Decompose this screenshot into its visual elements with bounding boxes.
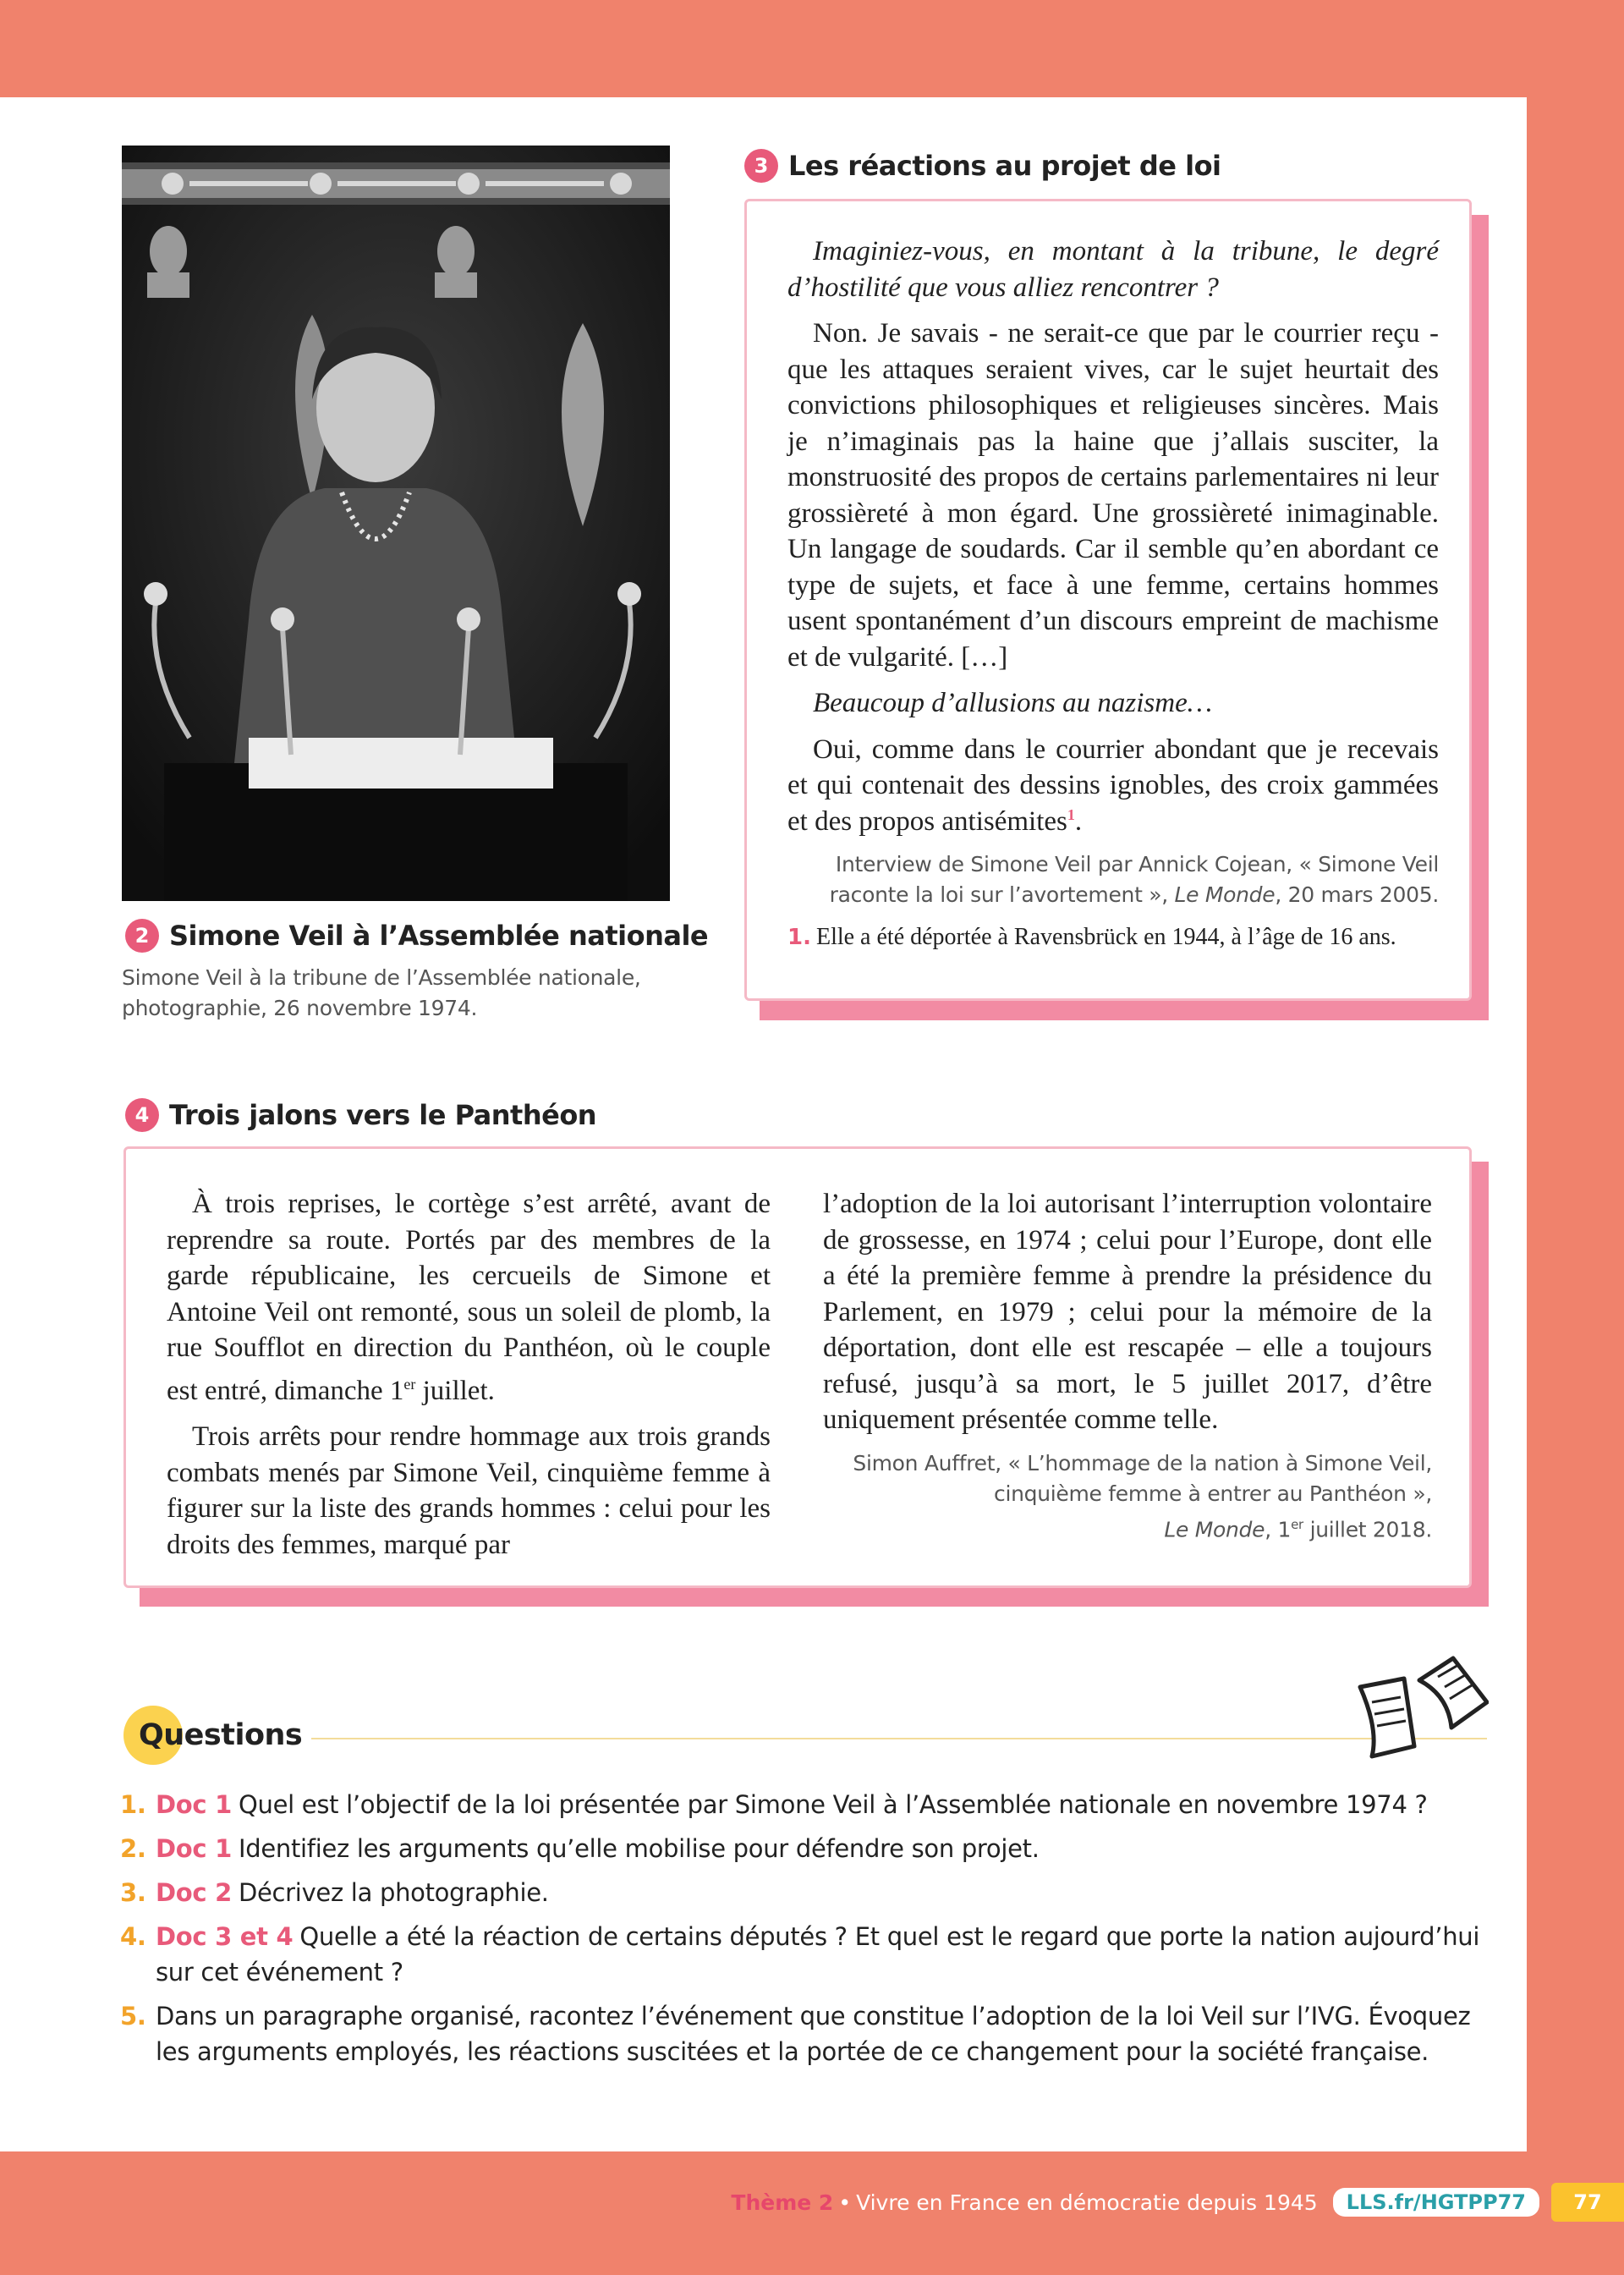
doc4-source-line3 bbox=[823, 1509, 1432, 1545]
footnote-number: 1. bbox=[787, 925, 811, 950]
questions-list bbox=[120, 1787, 1490, 2078]
doc4-p1-start: À trois reprises, le cortège s’est arrêté, avant de reprendre sa route. Portés par des membres de la garde républicaine, les cercueils de Simone et Antoine Veil ont remonté, sous un soleil de plomb, la rue Soufflot en direction du Panthéon, où le couple est entré, dimanche 1 bbox=[167, 1189, 771, 1406]
doc2-caption: Simone Veil à la tribune de l’Assemblée nationale, photographie, 26 novembre 1974. bbox=[122, 965, 641, 1020]
doc2-title: Simone Veil à l’Assemblée nationale bbox=[169, 920, 709, 952]
question-number: 1. bbox=[120, 1790, 146, 1819]
questions-heading bbox=[123, 1706, 1375, 1773]
doc3-interview bbox=[787, 234, 1439, 839]
question-number: 4. bbox=[120, 1922, 146, 1951]
question-doc-ref: Doc 1 bbox=[156, 1790, 232, 1819]
doc4-column-right bbox=[823, 1186, 1432, 1545]
doc4-title: Trois jalons vers le Panthéon bbox=[169, 1099, 597, 1131]
question-2 bbox=[120, 1831, 1490, 1866]
question-text: Décrivez la photographie. bbox=[238, 1878, 549, 1907]
footer-separator: • bbox=[838, 2190, 852, 2215]
doc4-source-line1: Simon Auffret, « L’hommage de la nation à Simone Veil, bbox=[853, 1450, 1432, 1475]
doc3-box bbox=[744, 199, 1472, 1001]
interview-question-1: Imaginiez-vous, en montant à la tribune, le degré d’hostilité que vous alliez rencontrer ? bbox=[787, 236, 1439, 303]
question-text: Dans un paragraphe organisé, racontez l’événement que constitue l’adoption de la loi Veil sur l’IVG. Évoquez les arguments employés, les réactions suscitées et la portée de ce changement pour la société française. bbox=[156, 2002, 1471, 2066]
question-3 bbox=[120, 1875, 1490, 1910]
question-4 bbox=[120, 1919, 1490, 1990]
answer-2-end: . bbox=[1074, 805, 1083, 837]
footnote-reference: 1 bbox=[1067, 805, 1075, 823]
question-number: 5. bbox=[120, 2002, 146, 2030]
doc3-title: Les réactions au projet de loi bbox=[788, 150, 1221, 182]
doc4-paragraph-2: Trois arrêts pour rendre hommage aux trois grands combats menés par Simone Veil, cinquième femme à figurer sur la liste des grands hommes : celui pour les droits des femmes, marqué par bbox=[167, 1421, 771, 1560]
doc4-source bbox=[823, 1448, 1432, 1545]
doc3-number-badge: 3 bbox=[744, 149, 778, 183]
footer-link[interactable]: LLS.fr/HGTPP77 bbox=[1333, 2188, 1539, 2217]
footer-theme-title: Vivre en France en démocratie depuis 1945 bbox=[856, 2190, 1318, 2215]
doc4-p1-end: juillet. bbox=[415, 1375, 495, 1406]
question-text: Identifiez les arguments qu’elle mobilise pour défendre son projet. bbox=[238, 1834, 1040, 1863]
doc4-paragraph-1 bbox=[167, 1186, 771, 1409]
page-footer bbox=[731, 2183, 1624, 2222]
question-5 bbox=[120, 1998, 1490, 2069]
question-number: 3. bbox=[120, 1878, 146, 1907]
interview-answer-1: Non. Je savais - ne serait-ce que par le courrier reçu - que les attaques seraient vives, car le sujet heurtait des convictions philosophiques et religieuses sincères. Mais je n’imaginais pas la haine que j’allais susciter, la monstruosité des propos de certains parlementaires ni leur grossièreté à mon égard. Une grossièreté inimaginable. Un langage de soudards. Car il semble qu’en abordant ce type de sujets, et face à une femme, certains hommes usent spontanément d’un discours empreint de machisme et de vulgarité. […] bbox=[787, 318, 1439, 673]
doc4-source-date-b: juillet 2018. bbox=[1303, 1516, 1432, 1541]
footnote-text: Elle a été déportée à Ravensbrück en 1944, à l’âge de 16 ans. bbox=[815, 924, 1396, 950]
doc2-heading bbox=[125, 919, 708, 953]
simone-veil-photograph bbox=[122, 146, 670, 901]
questions-title: Questions bbox=[139, 1718, 303, 1752]
papers-icon bbox=[1353, 1653, 1489, 1763]
doc3-footnote bbox=[787, 924, 1439, 951]
footer-theme: Thème 2 bbox=[731, 2190, 834, 2215]
doc4-p1-sup: er bbox=[403, 1375, 416, 1393]
question-number: 2. bbox=[120, 1834, 146, 1863]
question-doc-ref: Doc 1 bbox=[156, 1834, 232, 1863]
doc3-heading bbox=[744, 149, 1221, 183]
doc4-source-journal: Le Monde bbox=[1164, 1516, 1265, 1541]
doc4-heading bbox=[125, 1098, 596, 1132]
doc4-source-date-a: , 1 bbox=[1265, 1516, 1292, 1541]
questions-divider bbox=[311, 1738, 1487, 1739]
interview-question-2: Beaucoup d’allusions au nazisme… bbox=[813, 688, 1213, 718]
doc3-source bbox=[787, 849, 1439, 910]
doc4-source-line2: cinquième femme à entrer au Panthéon », bbox=[994, 1481, 1432, 1506]
interview-answer-2 bbox=[787, 732, 1439, 840]
question-text: Quel est l’objectif de la loi présentée par Simone Veil à l’Assemblée nationale en novembre 1974 ? bbox=[238, 1790, 1428, 1819]
doc2-number-badge: 2 bbox=[125, 919, 159, 953]
doc4-paragraph-3: l’adoption de la loi autorisant l’interruption volontaire de grossesse, en 1974 ; celui pour l’Europe, dont elle a été la première femme à prendre la présidence du Parlement, en 1979 ; celui pour la mémoire de la déportation, dont elle est rescapée – elle a toujours refusé, jusqu’à sa mort, le 5 juillet 2017, d’être uniquement présentée comme telle. bbox=[823, 1189, 1432, 1435]
question-text: Quelle a été la réaction de certains députés ? Et quel est le regard que porte la nation aujourd’hui sur cet événement ? bbox=[156, 1922, 1480, 1987]
question-doc-ref: Doc 3 et 4 bbox=[156, 1922, 294, 1951]
answer-2-text: Oui, comme dans le courrier abondant que je recevais et qui contenait des dessins ignobles, des croix gammées et des propos antisémites bbox=[787, 734, 1439, 837]
doc3-source-journal: Le Monde bbox=[1174, 882, 1276, 907]
question-1 bbox=[120, 1787, 1490, 1822]
doc4-column-left bbox=[167, 1186, 771, 1573]
doc4-box bbox=[123, 1146, 1472, 1588]
doc4-number-badge: 4 bbox=[125, 1098, 159, 1132]
doc3-source-date: , 20 mars 2005. bbox=[1275, 882, 1439, 907]
doc3-source-text: Interview de Simone Veil par Annick Cojean, « Simone Veil raconte la loi sur l’avortement », bbox=[829, 852, 1439, 907]
page-number: 77 bbox=[1551, 2183, 1624, 2222]
question-doc-ref: Doc 2 bbox=[156, 1878, 232, 1907]
doc4-source-sup: er bbox=[1291, 1516, 1303, 1532]
